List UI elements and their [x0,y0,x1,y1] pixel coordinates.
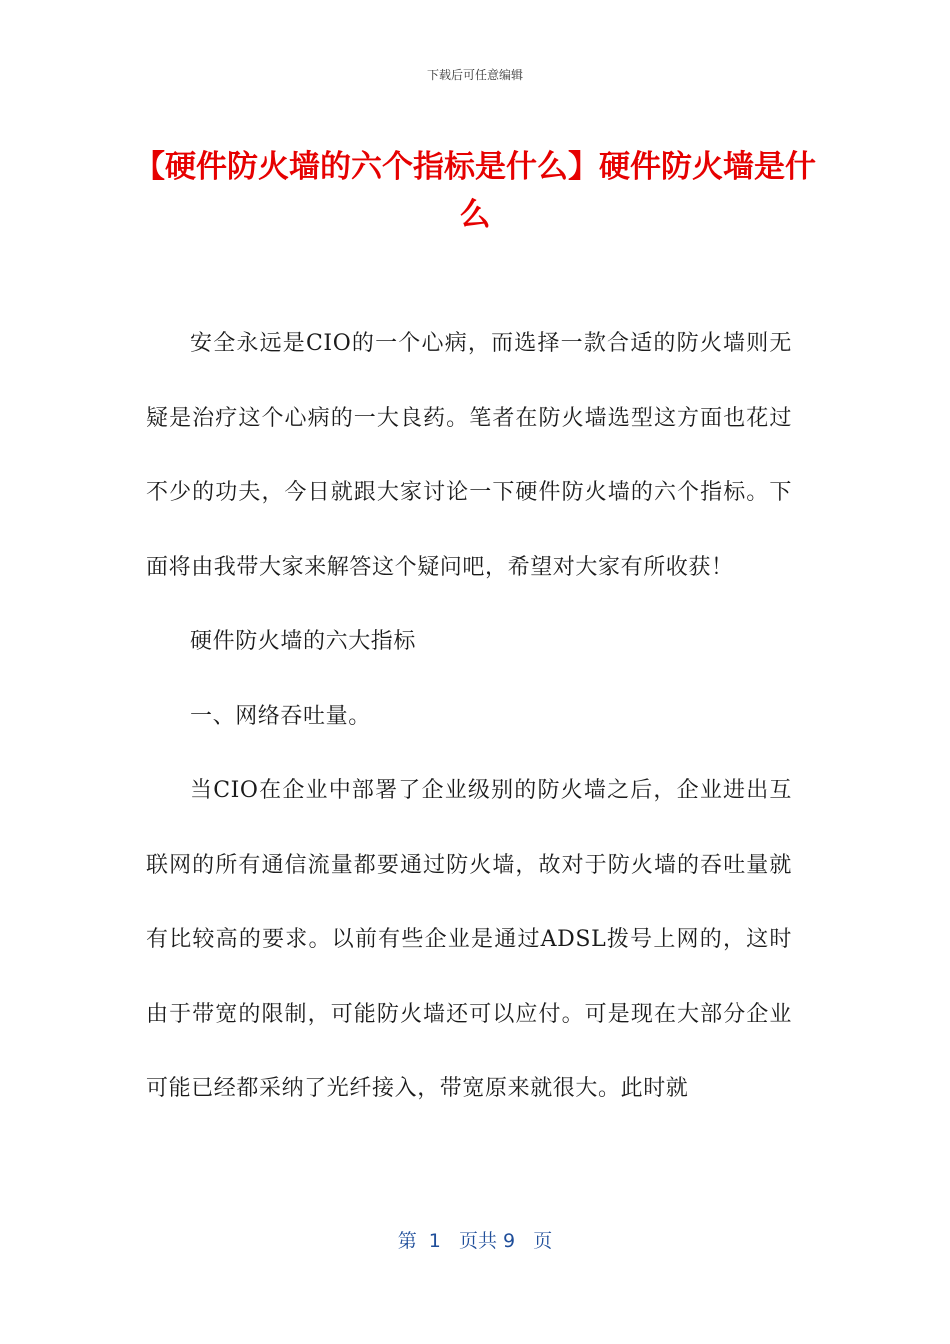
paragraph-throughput: 当CIO在企业中部署了企业级别的防火墙之后，企业进出互联网的所有通信流量都要通过防火墙，故对于防火墙的吞吐量就有比较高的要求。以前有些企业是通过ADSL拨号上网的，这时由于带宽的限制，可能防火墙还可以应付。可是现在大部分企业可能已经都采纳了光纤接入，带宽原来就很大。此时就 [146,778,792,1101]
document-body [146,307,792,1127]
header-note: 下载后可任意编辑 [426,68,523,82]
paragraph-section-heading: 硬件防火墙的六大指标 [190,629,417,654]
paragraph-intro: 安全永远是CIO的一个心病，而选择一款合适的防火墙则无疑是治疗这个心病的一大良药。笔者在防火墙选型这方面也花过不少的功夫，今日就跟大家讨论一下硬件防火墙的六个指标。下面将由我带大家来解答这个疑问吧，希望对大家有所收获！ [146,331,792,580]
paragraph-item-heading: 一、网络吞吐量。 [190,703,371,729]
document-title: 【硬件防火墙的六个指标是什么】硬件防火墙是什么 [134,149,816,233]
page-number: 第 1 页共 9 页 [397,1230,553,1252]
